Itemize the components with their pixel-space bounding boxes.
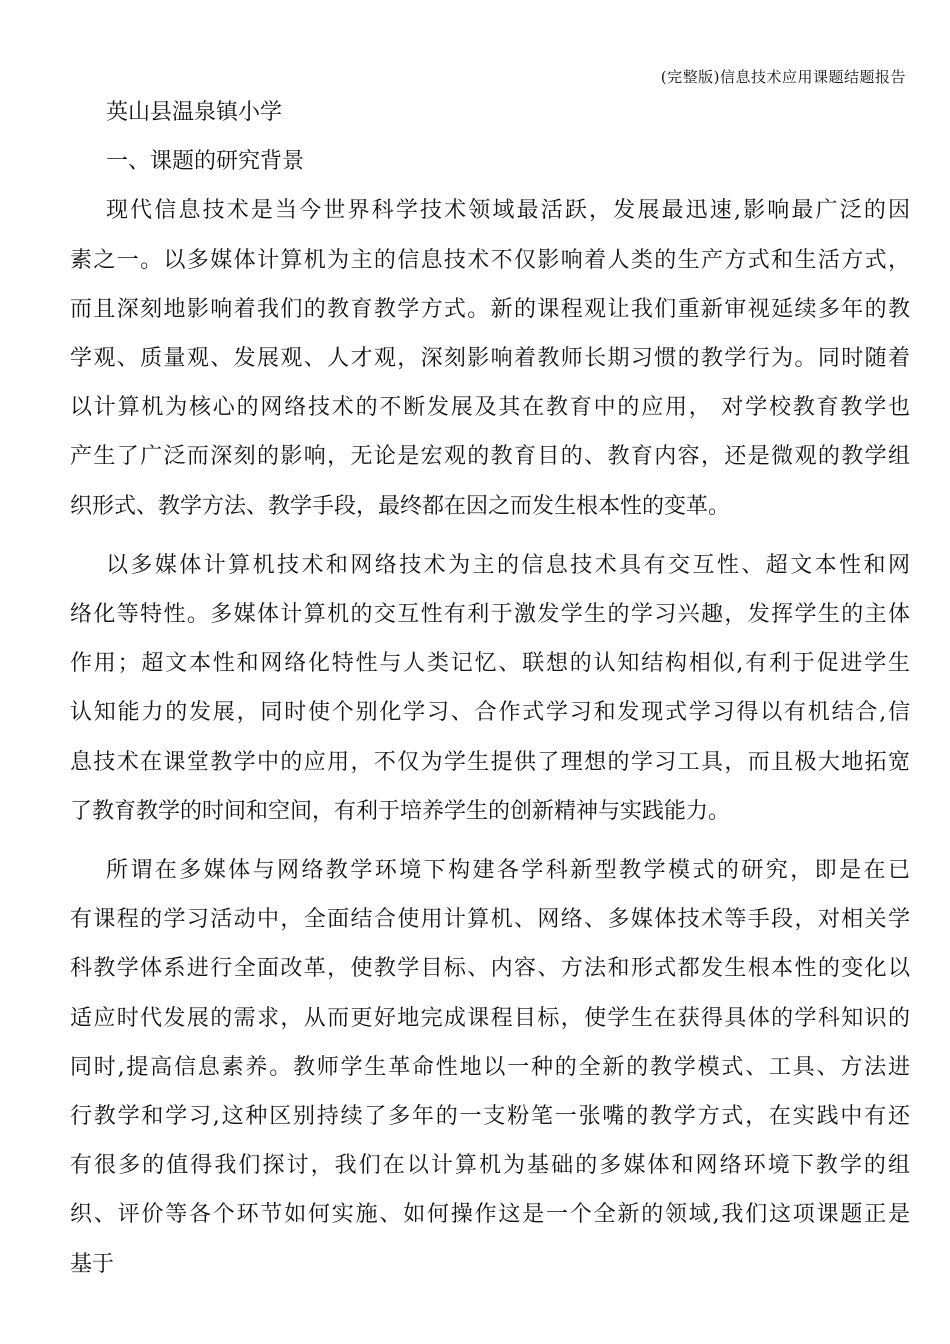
- paragraph-line: 同时,提高信息素养。教师学生革命性地以一种的全新的教学模式、工具、方法进: [70, 1054, 910, 1080]
- paragraph-line: 织、评价等各个环节如何实施、如何操作这是一个全新的领域,我们这项课题正是: [70, 1202, 910, 1228]
- paragraph-line: 络化等特性。多媒体计算机的交互性有利于激发学生的学习兴趣，发挥学生的主体: [70, 602, 910, 628]
- paragraph-line: 以计算机为核心的网络技术的不断发展及其在教育中的应用， 对学校教育教学也: [70, 395, 910, 421]
- paragraph-line: 素之一。以多媒体计算机为主的信息技术不仅影响着人类的生产方式和生活方式，: [70, 247, 910, 273]
- paragraph-line: 有课程的学习活动中，全面结合使用计算机、网络、多媒体技术等手段，对相关学: [70, 907, 910, 933]
- paragraph-line: 行教学和学习,这种区别持续了多年的一支粉笔一张嘴的教学方式，在实践中有还: [70, 1104, 910, 1130]
- paragraph-1: [70, 186, 910, 530]
- paragraph-2: [70, 541, 910, 836]
- paragraph-3: [70, 846, 910, 1289]
- school-name: 英山县温泉镇小学: [106, 100, 283, 125]
- paragraph-line: 息技术在课堂教学中的应用，不仅为学生提供了理想的学习工具，而且极大地拓宽: [70, 749, 910, 775]
- paragraph-line: 所谓在多媒体与网络教学环境下构建各学科新型教学模式的研究，即是在已: [106, 858, 910, 884]
- paragraph-line: 作用；超文本性和网络化特性与人类记忆、联想的认知结构相似,有利于促进学生: [70, 651, 910, 677]
- page-header: (完整版)信息技术应用课题结题报告: [660, 68, 906, 86]
- paragraph-line: 织形式、教学方法、教学手段，最终都在因之而发生根本性的变革。: [70, 493, 731, 519]
- paragraph-line: 认知能力的发展，同时使个别化学习、合作式学习和发现式学习得以有机结合,信: [70, 700, 910, 726]
- section-heading: 一、课题的研究背景: [106, 149, 305, 175]
- paragraph-line: 学观、质量观、发展观、人才观，深刻影响着教师长期习惯的教学行为。同时随着: [70, 346, 910, 372]
- paragraph-line: 产生了广泛而深刻的影响，无论是宏观的教育目的、教育内容，还是微观的教学组: [70, 444, 910, 470]
- paragraph-line: 适应时代发展的需求，从而更好地完成课程目标，使学生在获得具体的学科知识的: [70, 1005, 910, 1031]
- paragraph-line: 了教育教学的时间和空间，有利于培养学生的创新精神与实践能力。: [70, 798, 731, 824]
- paragraph-line: 基于: [70, 1251, 115, 1277]
- paragraph-line: 有很多的值得我们探讨，我们在以计算机为基础的多媒体和网络环境下教学的组: [70, 1153, 910, 1179]
- paragraph-line: 而且深刻地影响着我们的教育教学方式。新的课程观让我们重新审视延续多年的教: [70, 296, 910, 322]
- paragraph-line: 现代信息技术是当今世界科学技术领域最活跃，发展最迅速,影响最广泛的因: [106, 198, 910, 224]
- paragraph-line: 以多媒体计算机技术和网络技术为主的信息技术具有交互性、超文本性和网: [106, 552, 910, 578]
- document-body: [70, 88, 910, 1289]
- paragraph-line: 科教学体系进行全面改革，使教学目标、内容、方法和形式都发生根本性的变化以: [70, 956, 910, 982]
